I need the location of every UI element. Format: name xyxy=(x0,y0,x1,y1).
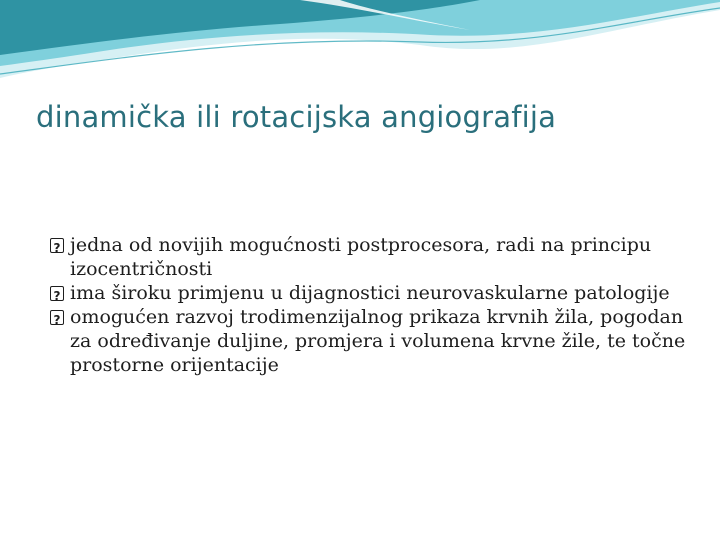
bullet-text: ima široku primjenu u dijagnostici neurovaskularne patologije xyxy=(70,282,670,304)
unknown-glyph-icon xyxy=(50,310,64,325)
bullet-list xyxy=(50,233,700,377)
bullet-text: jedna od novijih mogućnosti postprocesora, radi na principu izocentričnosti xyxy=(70,234,652,280)
bullet-item xyxy=(50,281,700,305)
bullet-item xyxy=(50,233,700,281)
bullet-text: omogućen razvoj trodimenzijalnog prikaza krvnih žila, pogodan za određivanje duljine, promjera i volumena krvne žile, te točne prostorne orijentacije xyxy=(70,306,686,376)
unknown-glyph-icon xyxy=(50,286,64,301)
bullet-item xyxy=(50,305,700,377)
header-wave-decoration xyxy=(0,0,720,90)
unknown-glyph-icon xyxy=(50,238,64,253)
slide-title: dinamička ili rotacijska angiografija xyxy=(36,100,557,134)
